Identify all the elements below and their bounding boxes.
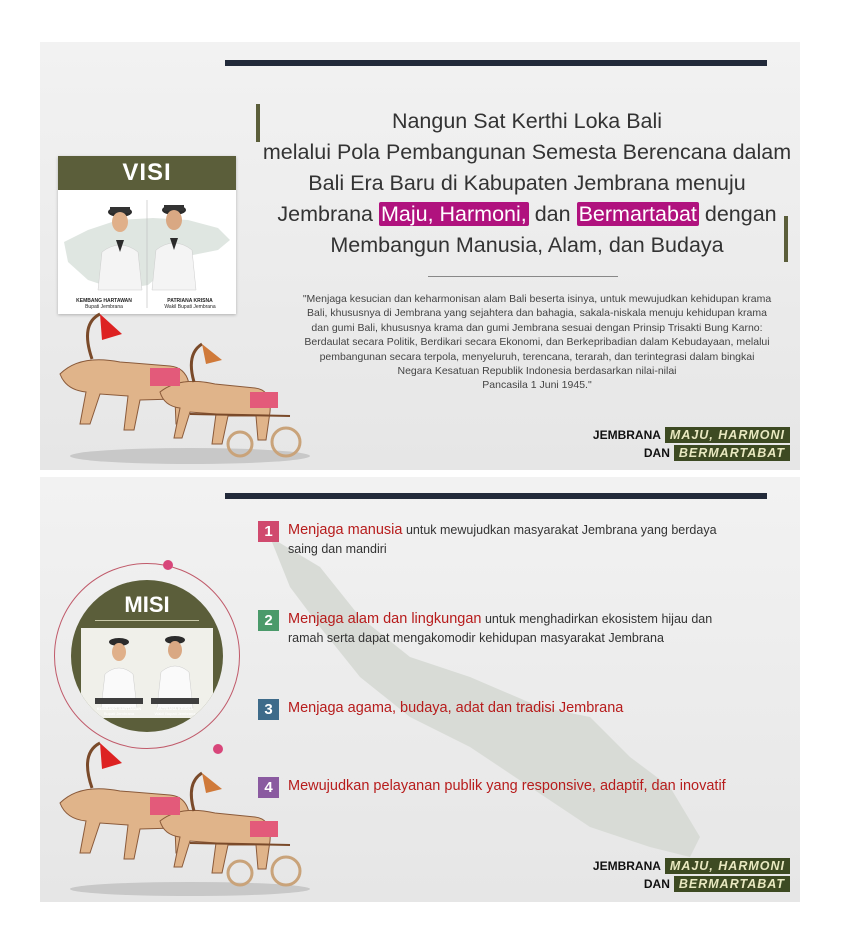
person-left-caption: KEMBANG HARTAWAN Bupati Jembrana (76, 298, 132, 310)
jembrana-map (250, 507, 740, 867)
misi-title-underline (95, 620, 199, 621)
visi-photo (58, 190, 236, 314)
misi-panel (40, 477, 800, 902)
decor-dot-top (163, 560, 173, 570)
misi-photo (81, 628, 213, 718)
vision-quote: "Menjaga kesucian dan keharmonisan alam Bali beserta isinya, untuk mewujudkan kehidupan krama Bali, khususnya di Jembrana yang sejahtera dan bahagia, sakala-niskala menuju kehidupan krama dan gumi Bali, khususnya krama dan gumi Jembrana sesuai dengan Prinsip Trisakti Bung Karno: Berdaulat secara Politik, Berdikari secara Ekonomi, dan Berkepribadian dalam Kebudayaan, melalui pembangunan secara terpola, menyeluruh, terencana, terarah, dan terintegrasi dalam bingkai Negara Kesatuan Republik Indonesia berdasarkan nilai-nilai Pancasila 1 Juni 1945." (302, 293, 772, 392)
divider (428, 276, 618, 277)
highlight-bermartabat: Bermartabat (578, 202, 697, 226)
misi-person-right-caption: PATRIANA KRISNA Wakil Bupati Jembrana (154, 706, 196, 716)
bull-race-illustration-2 (40, 739, 310, 899)
misi-person-left-caption: KEMBANG HARTAWAN Bupati Jembrana (96, 706, 142, 716)
mission-item-3: 3 Menjaga agama, budaya, adat dan tradisi Jembrana (258, 699, 738, 720)
slogan-visi: JEMBRANA MAJU, HARMONI DAN BERMARTABAT (593, 426, 790, 462)
vision-statement: Nangun Sat Kerthi Loka Bali melalui Pola Pembangunan Semesta Berencana dalam Bali Era Baru di Kabupaten Jembrana menuju Jembrana Maju, Harmoni, dan Bermartabat dengan Membangun Manusia, Alam, dan Budaya (262, 109, 792, 257)
visi-card (58, 156, 236, 314)
visi-title: VISI (58, 156, 236, 190)
visi-panel (40, 42, 800, 470)
mission-item-1: 1 Menjaga manusia untuk mewujudkan masyarakat Jembrana yang berdaya saing dan mandiri (258, 521, 738, 559)
person-right-caption: PATRIANA KRISNA Wakil Bupati Jembrana (164, 298, 216, 310)
misi-title: MISI (124, 592, 170, 617)
mission-item-2: 2 Menjaga alam dan lingkungan untuk menghadirkan ekosistem hijau dan ramah serta dapat mengakomodir kehidupan masyarakat Jembrana (258, 610, 738, 648)
mission-item-4: 4 Mewujudkan pelayanan publik yang responsive, adaptif, dan inovatif (258, 777, 738, 798)
misi-badge (54, 563, 240, 749)
top-bar (225, 60, 767, 66)
misi-inner (71, 580, 223, 732)
bull-race-illustration (40, 304, 310, 470)
highlight-maju-harmoni: Maju, Harmoni, (380, 202, 527, 226)
accent-bar-left (256, 104, 260, 142)
slogan-misi: JEMBRANA MAJU, HARMONI DAN BERMARTABAT (593, 857, 790, 893)
top-bar (225, 493, 767, 499)
